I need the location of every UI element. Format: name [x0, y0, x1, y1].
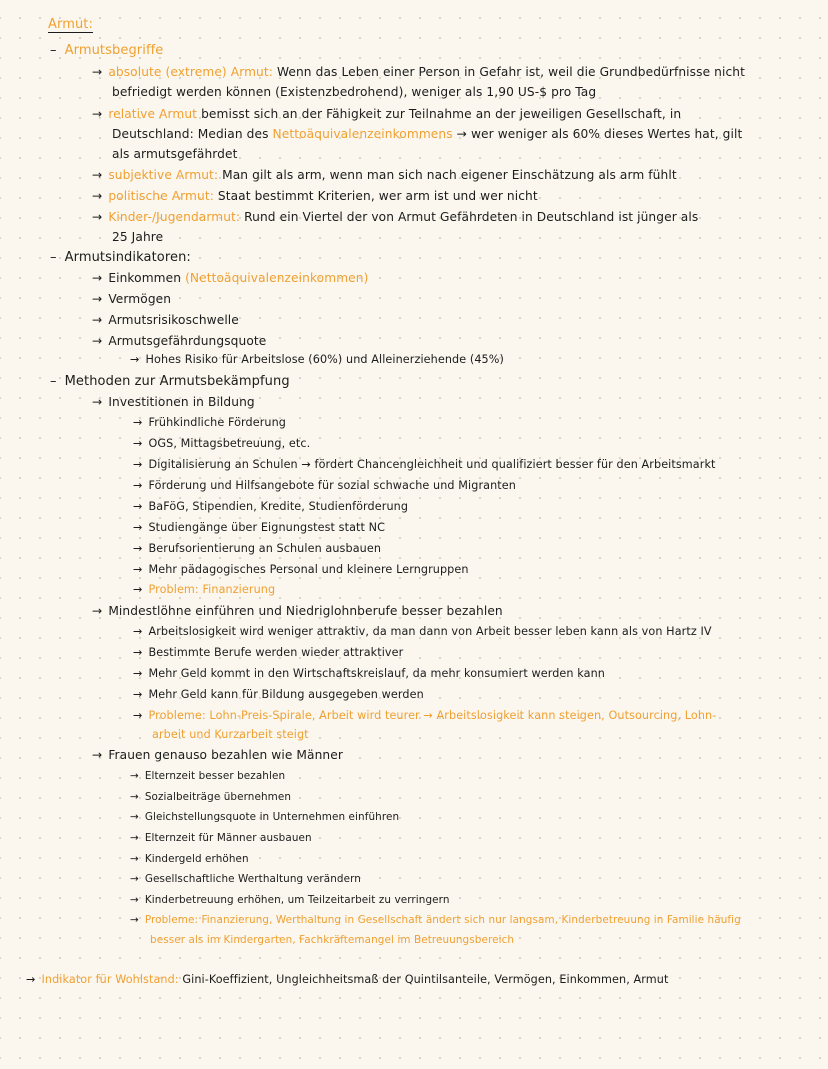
arrow-icon: →: [133, 646, 143, 659]
arrow-icon: →: [133, 521, 143, 534]
relative-armut-line-3: als armutsgefährdet: [112, 147, 238, 161]
arrow-icon: →: [92, 189, 103, 203]
frauen-item: → Elternzeit für Männer ausbauen: [130, 832, 312, 844]
arrow-icon: →: [130, 832, 139, 844]
arrow-icon: →: [133, 625, 143, 638]
arrow-icon: →: [92, 210, 103, 224]
frauen-item: → Kinderbetreuung erhöhen, um Teilzeitarbeit zu verringern: [130, 894, 450, 906]
arrow-icon: →: [133, 583, 143, 596]
section-armutsbegriffe-heading: – Armutsbegriffe: [50, 43, 164, 58]
arrow-icon: →: [133, 458, 143, 471]
dash-bullet: –: [50, 43, 57, 58]
mindestlohn-item: → Mehr Geld kommt in den Wirtschaftskreislauf, da mehr konsumiert werden kann: [133, 667, 605, 680]
arrow-icon: →: [130, 791, 139, 803]
section-armutsindikatoren-heading: – Armutsindikatoren:: [50, 250, 191, 265]
absolute-armut-line-1: → absolute (extreme) Armut: Wenn das Leben einer Person in Gefahr ist, weil die Grundbedürfnisse nicht: [92, 65, 745, 79]
arrow-icon: →: [92, 313, 103, 327]
section-methoden-heading: – Methoden zur Armutsbekämpfung: [50, 374, 290, 389]
indikator-wohlstand-line: → Indikator für Wohlstand: Gini-Koeffizient, Ungleichheitsmaß der Quintilsanteile, Vermögen, Einkommen, Armut: [26, 973, 669, 986]
mindestlohn-problem-line-1: → Probleme: Lohn-Preis-Spirale, Arbeit wird teurer → Arbeitslosigkeit kann steigen, Outsourcing, Lohn-: [133, 709, 717, 722]
arrow-icon: →: [92, 395, 103, 409]
arrow-icon: →: [92, 107, 103, 121]
mindestlohn-item: → Mehr Geld kann für Bildung ausgegeben werden: [133, 688, 424, 701]
frauen-item: → Sozialbeiträge übernehmen: [130, 791, 292, 803]
bildung-item: → BaFöG, Stipendien, Kredite, Studienförderung: [133, 500, 409, 513]
arrow-icon: →: [133, 709, 143, 722]
mindestlohn-item: → Arbeitslosigkeit wird weniger attraktiv, da man dann von Arbeit besser leben kann als von Hartz IV: [133, 625, 712, 638]
dash-bullet: –: [50, 374, 57, 389]
indikator-armutsrisikoschwelle: → Armutsrisikoschwelle: [92, 313, 239, 327]
mindestlohn-problem-line-2: arbeit und Kurzarbeit steigt: [152, 728, 309, 741]
frauen-item: → Gleichstellungsquote in Unternehmen einführen: [130, 811, 400, 823]
bildung-item: → Förderung und Hilfsangebote für sozial schwache und Migranten: [133, 479, 516, 492]
frauen-item: → Gesellschaftliche Werthaltung verändern: [130, 873, 361, 885]
arrow-icon: →: [133, 437, 143, 450]
arrow-icon: →: [130, 914, 139, 926]
arrow-icon: →: [130, 894, 139, 906]
subjektive-armut-line: → subjektive Armut: Man gilt als arm, wenn man sich nach eigener Einschätzung als arm fühlt: [92, 168, 677, 182]
relative-armut-line-2: Deutschland: Median des Nettoäquivalenzeinkommens → wer weniger als 60% dieses Wertes hat, gilt: [112, 127, 743, 141]
arrow-icon: →: [92, 168, 103, 182]
bildung-problem: → Problem: Finanzierung: [133, 583, 276, 596]
arrow-icon: →: [133, 563, 143, 576]
arrow-icon: →: [92, 748, 103, 762]
arrow-icon: →: [130, 853, 139, 865]
arrow-icon: →: [92, 271, 103, 285]
arrow-icon: →: [133, 479, 143, 492]
indikator-einkommen: → Einkommen (Nettoäquivalenzeinkommen): [92, 271, 369, 285]
arrow-icon: →: [133, 667, 143, 680]
arrow-icon: →: [133, 500, 143, 513]
bildung-item: → Frühkindliche Förderung: [133, 416, 287, 429]
arrow-icon: →: [133, 688, 143, 701]
mindestlohn-item: → Bestimmte Berufe werden wieder attraktiver: [133, 646, 404, 659]
arrow-icon: →: [92, 334, 103, 348]
dash-bullet: –: [50, 250, 57, 265]
arrow-icon: →: [130, 353, 140, 366]
arrow-icon: →: [92, 292, 103, 306]
indikator-armutsgefaehrdungsquote: → Armutsgefährdungsquote: [92, 334, 267, 348]
arrow-icon: →: [133, 542, 143, 555]
arrow-icon: →: [133, 416, 143, 429]
frauen-problem-line-1: → Probleme: Finanzierung, Werthaltung in Gesellschaft ändert sich nur langsam, Kinderbetreuung in Familie häufig: [130, 914, 741, 926]
title-text: Armut:: [48, 17, 93, 32]
page-title: [48, 17, 93, 33]
kinderarmut-line-1: → Kinder-/Jugendarmut: Rund ein Viertel der von Armut Gefährdeten in Deutschland ist jünger als: [92, 210, 699, 224]
arrow-icon: →: [92, 604, 103, 618]
relative-armut-line-1: → relative Armut bemisst sich an der Fähigkeit zur Teilnahme an der jeweiligen Gesellschaft, in: [92, 107, 682, 121]
frauen-item: → Elternzeit besser bezahlen: [130, 770, 286, 782]
arrow-icon: →: [92, 65, 103, 79]
arrow-icon: →: [130, 873, 139, 885]
frauen-problem-line-2: besser als im Kindergarten, Fachkräftemangel im Betreuungsbereich: [150, 934, 515, 946]
arrow-icon: →: [130, 811, 139, 823]
kinderarmut-line-2: 25 Jahre: [112, 230, 164, 244]
bildung-item: → Digitalisierung an Schulen → fördert Chancengleichheit und qualifiziert besser für den Arbeitsmarkt: [133, 458, 716, 471]
bildung-item: → OGS, Mittagsbetreuung, etc.: [133, 437, 311, 450]
bildung-item: → Studiengänge über Eignungstest statt NC: [133, 521, 386, 534]
indikator-vermoegen: → Vermögen: [92, 292, 172, 306]
mindestlohn-heading: → Mindestlöhne einführen und Niedriglohnberufe besser bezahlen: [92, 604, 503, 618]
frauen-item: → Kindergeld erhöhen: [130, 853, 249, 865]
bildung-heading: → Investitionen in Bildung: [92, 395, 255, 409]
hohes-risiko-line: → Hohes Risiko für Arbeitslose (60%) und Alleinerziehende (45%): [130, 353, 504, 366]
politische-armut-line: → politische Armut: Staat bestimmt Kriterien, wer arm ist und wer nicht: [92, 189, 538, 203]
arrow-icon: →: [26, 973, 36, 986]
bildung-item: → Berufsorientierung an Schulen ausbauen: [133, 542, 382, 555]
frauen-heading: → Frauen genauso bezahlen wie Männer: [92, 748, 343, 762]
bildung-item: → Mehr pädagogisches Personal und kleinere Lerngruppen: [133, 563, 469, 576]
absolute-armut-line-2: befriedigt werden können (Existenzbedrohend), weniger als 1,90 US-$ pro Tag: [112, 85, 597, 99]
arrow-icon: →: [130, 770, 139, 782]
